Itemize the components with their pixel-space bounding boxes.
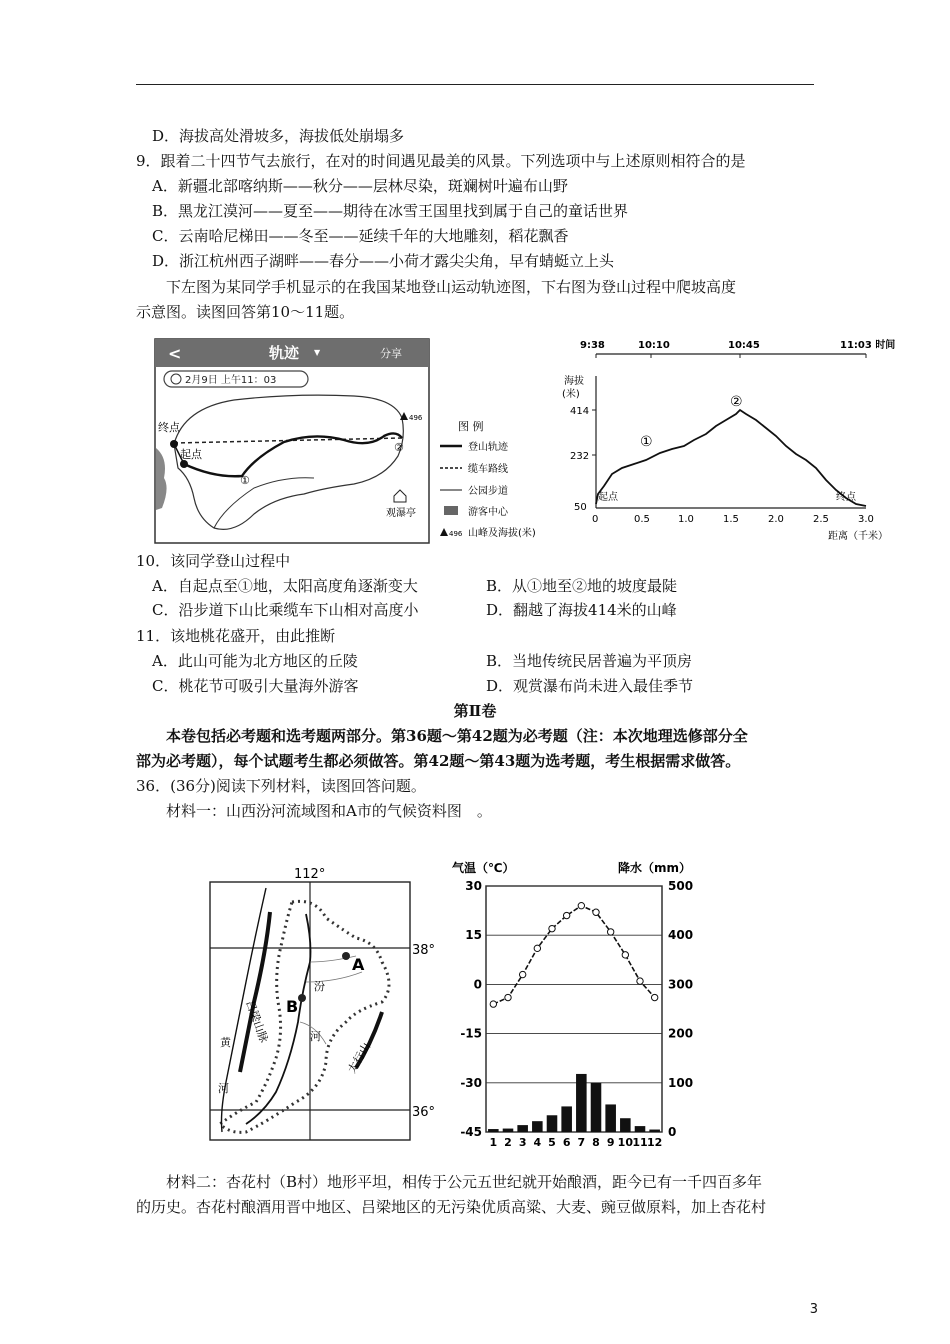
track-legend bbox=[436, 418, 556, 546]
q11-option-b: B．当地传统民居普遍为平顶房 bbox=[486, 652, 693, 670]
city-a-marker bbox=[342, 952, 350, 960]
precip-tick-label: 200 bbox=[668, 1026, 694, 1041]
x-tick-1.0: 1.0 bbox=[678, 514, 694, 525]
x-tick-3.0: 3.0 bbox=[858, 514, 874, 525]
q9-option-c: C．云南哈尼梯田——冬至——延续千年的大地雕刻，稻花飘香 bbox=[152, 227, 569, 245]
temp-point-6 bbox=[563, 912, 569, 918]
temp-tick-label: 15 bbox=[465, 928, 482, 943]
x-tick-0: 0 bbox=[592, 514, 599, 525]
legend-item-peak: 山峰及海拔(米) bbox=[468, 528, 536, 539]
plot-frame bbox=[486, 886, 662, 1132]
fen-river-label-1: 汾 bbox=[314, 980, 325, 993]
precip-tick-label: 300 bbox=[668, 977, 694, 992]
yellow-river-label-2: 河 bbox=[218, 1082, 229, 1095]
temp-tick-label: 30 bbox=[465, 879, 482, 893]
profile-point-2: ② bbox=[730, 394, 743, 410]
month-label-7: 7 bbox=[577, 1136, 586, 1149]
month-label-3: 3 bbox=[518, 1136, 527, 1149]
y-tick-232: 232 bbox=[570, 451, 590, 462]
intro-line2: 示意图。读图回答第10～11题。 bbox=[136, 303, 355, 321]
month-label-5: 5 bbox=[548, 1136, 556, 1149]
q36-stem: 36．(36分)阅读下列材料，读图回答问题。 bbox=[136, 777, 426, 795]
precip-bar-12 bbox=[649, 1130, 660, 1132]
month-label-1: 1 bbox=[489, 1136, 498, 1149]
precip-bar-5 bbox=[547, 1115, 558, 1132]
temp-point-10 bbox=[622, 952, 628, 958]
month-label-2: 2 bbox=[504, 1136, 512, 1149]
y-tick-50: 50 bbox=[574, 502, 587, 513]
precip-bar-1 bbox=[488, 1129, 499, 1132]
q10-option-c: C．沿步道下山比乘缆车下山相对高度小 bbox=[152, 601, 419, 619]
yellow-river-label-1: 黄 bbox=[220, 1036, 231, 1049]
temp-point-7 bbox=[578, 902, 584, 908]
taihang-label: 太行山 bbox=[345, 1040, 374, 1076]
latitude-38-label: 38° bbox=[412, 943, 436, 958]
legend-item-track: 登山轨迹 bbox=[468, 442, 508, 453]
y-tick-414: 414 bbox=[570, 406, 590, 417]
month-label-11: 11 bbox=[632, 1136, 648, 1149]
x-tick-2.5: 2.5 bbox=[813, 514, 829, 525]
point-2-label: ② bbox=[394, 441, 404, 454]
temp-tick-label: -15 bbox=[460, 1026, 482, 1041]
precip-bar-8 bbox=[591, 1083, 602, 1132]
month-label-4: 4 bbox=[533, 1136, 542, 1149]
fen-river-label-2: 河 bbox=[310, 1030, 321, 1043]
elevation-profile-chart bbox=[560, 336, 906, 546]
end-point-marker bbox=[170, 440, 178, 448]
share-button[interactable]: 分享 bbox=[380, 347, 402, 360]
peak-elevation: 496 bbox=[409, 414, 423, 422]
climate-chart bbox=[448, 856, 698, 1152]
legend-item-visitor: 游客中心 bbox=[468, 507, 508, 518]
precip-bar-10 bbox=[620, 1118, 631, 1132]
time-label-1: 9:38 bbox=[580, 340, 605, 351]
temp-point-8 bbox=[593, 909, 599, 915]
material-2-line2: 的历史。杏花村酿酒用晋中地区、吕梁地区的无污染优质高粱、大麦、豌豆做原料，加上杏花村 bbox=[136, 1198, 767, 1216]
temp-point-1 bbox=[490, 1001, 496, 1007]
q11-stem: 11．该地桃花盛开，由此推断 bbox=[136, 627, 336, 645]
precip-tick-label: 500 bbox=[668, 879, 694, 893]
x-axis-label: 距离（千米） bbox=[828, 531, 888, 542]
month-label-9: 9 bbox=[606, 1136, 615, 1149]
material-1: 材料一：山西汾河流域图和A市的气候资料图 。 bbox=[166, 802, 492, 820]
y-axis-label-2: (米) bbox=[562, 389, 580, 400]
page-number: 3 bbox=[809, 1302, 818, 1317]
temp-point-9 bbox=[607, 929, 613, 935]
precip-bar-2 bbox=[503, 1129, 514, 1132]
q10-option-a: A．自起点至①地，太阳高度角逐渐变大 bbox=[152, 577, 418, 595]
village-b-label: B bbox=[286, 997, 299, 1016]
point-1-label: ① bbox=[240, 474, 250, 487]
precip-bar-3 bbox=[517, 1125, 528, 1132]
y-axis-label-1: 海拔 bbox=[564, 376, 584, 387]
legend-peak-icon bbox=[440, 528, 448, 536]
part-2-desc-line1: 本卷包括必考题和选考题两部分。第36题～第42题为必考题（注：本次地理选修部分全 bbox=[166, 727, 748, 745]
city-a-label: A bbox=[352, 955, 365, 974]
legend-peak-number: 496 bbox=[449, 530, 463, 538]
profile-end-label: 终点 bbox=[836, 492, 856, 503]
longitude-label: 112° bbox=[294, 867, 326, 882]
temp-point-4 bbox=[534, 945, 540, 951]
month-label-12: 12 bbox=[647, 1136, 663, 1149]
precip-tick-label: 400 bbox=[668, 928, 694, 943]
q9-option-b: B．黑龙江漠河——夏至——期待在冰雪王国里找到属于自己的童话世界 bbox=[152, 202, 629, 220]
legend-title: 图 例 bbox=[458, 420, 484, 433]
precip-tick-label: 100 bbox=[668, 1075, 694, 1090]
village-b-marker bbox=[298, 994, 306, 1002]
lvliang-label: 吕梁山脉 bbox=[243, 998, 271, 1045]
phone-track-map bbox=[154, 338, 430, 544]
month-label-6: 6 bbox=[562, 1136, 571, 1149]
time-label-2: 10:10 bbox=[638, 340, 670, 351]
end-label: 终点 bbox=[158, 421, 180, 434]
precip-bar-4 bbox=[532, 1121, 543, 1132]
profile-point-1: ① bbox=[640, 434, 653, 450]
phone-title: 轨迹 bbox=[269, 344, 300, 362]
part-2-title: 第Ⅱ卷 bbox=[453, 702, 497, 720]
x-tick-2.0: 2.0 bbox=[768, 514, 784, 525]
temp-tick-label: 0 bbox=[473, 977, 482, 992]
q10-option-d: D．翻越了海拔414米的山峰 bbox=[486, 601, 677, 619]
start-point-marker bbox=[180, 460, 188, 468]
track-date: 2月9日 上午11：03 bbox=[185, 375, 277, 386]
precip-tick-label: 0 bbox=[668, 1125, 677, 1139]
legend-item-path: 公园步道 bbox=[468, 486, 508, 497]
visitor-pavilion-label: 观瀑亭 bbox=[386, 508, 416, 519]
precip-axis-title: 降水（mm） bbox=[618, 861, 692, 875]
latitude-36-label: 36° bbox=[412, 1105, 436, 1120]
elevation-profile-line bbox=[596, 410, 866, 506]
x-tick-1.5: 1.5 bbox=[723, 514, 739, 525]
temp-axis-title: 气温（℃） bbox=[452, 861, 515, 875]
time-label-4: 11:03 时间 bbox=[840, 340, 896, 351]
profile-start-label: 起点 bbox=[598, 492, 618, 503]
temp-point-5 bbox=[549, 925, 555, 931]
q8-option-d: D．海拔高处滑坡多，海拔低处崩塌多 bbox=[152, 127, 405, 145]
temp-point-11 bbox=[637, 978, 643, 984]
precip-bar-11 bbox=[635, 1126, 646, 1132]
header-rule bbox=[136, 84, 814, 85]
precip-bar-7 bbox=[576, 1074, 587, 1132]
start-label: 起点 bbox=[180, 448, 202, 461]
temp-point-3 bbox=[519, 971, 525, 977]
material-2-line1: 材料二：杏花村（B村）地形平坦，相传于公元五世纪就开始酿酒，距今已有一千四百多年 bbox=[166, 1173, 763, 1191]
part-2-desc-line2: 部为必考题），每个试题考生都必须做答。第42题～第43题为选考题，考生根据需求做答。 bbox=[136, 752, 741, 770]
temp-point-2 bbox=[505, 994, 511, 1000]
precip-bar-6 bbox=[561, 1106, 572, 1132]
temperature-line bbox=[493, 906, 654, 1004]
precip-bar-9 bbox=[605, 1104, 616, 1132]
q11-option-c: C．桃花节可吸引大量海外游客 bbox=[152, 677, 359, 695]
temp-tick-label: -45 bbox=[460, 1125, 482, 1139]
back-icon[interactable]: < bbox=[168, 344, 182, 363]
q9-option-d: D．浙江杭州西子湖畔——春分——小荷才露尖尖角，早有蜻蜓立上头 bbox=[152, 252, 615, 270]
q9-stem: 9．跟着二十四节气去旅行，在对的时间遇见最美的风景。下列选项中与上述原则相符合的是 bbox=[136, 152, 746, 170]
month-label-8: 8 bbox=[592, 1136, 600, 1149]
fenhe-basin-map bbox=[206, 862, 446, 1146]
q11-option-a: A．此山可能为北方地区的丘陵 bbox=[152, 652, 358, 670]
q10-stem: 10．该同学登山过程中 bbox=[136, 552, 291, 570]
temp-tick-label: -30 bbox=[460, 1075, 482, 1090]
temp-point-12 bbox=[651, 994, 657, 1000]
time-label-3: 10:45 bbox=[728, 340, 760, 351]
intro-line1: 下左图为某同学手机显示的在我国某地登山运动轨迹图，下右图为登山过程中爬坡高度 bbox=[166, 278, 737, 296]
dropdown-icon[interactable]: ▼ bbox=[314, 348, 321, 357]
q9-option-a: A．新疆北部喀纳斯——秋分——层林尽染，斑斓树叶遍布山野 bbox=[152, 177, 568, 195]
x-tick-0.5: 0.5 bbox=[634, 514, 650, 525]
month-label-10: 10 bbox=[617, 1136, 633, 1149]
q10-option-b: B．从①地至②地的坡度最陡 bbox=[486, 577, 678, 595]
legend-item-cable: 缆车路线 bbox=[468, 464, 508, 475]
q11-option-d: D．观赏瀑布尚未进入最佳季节 bbox=[486, 677, 694, 695]
